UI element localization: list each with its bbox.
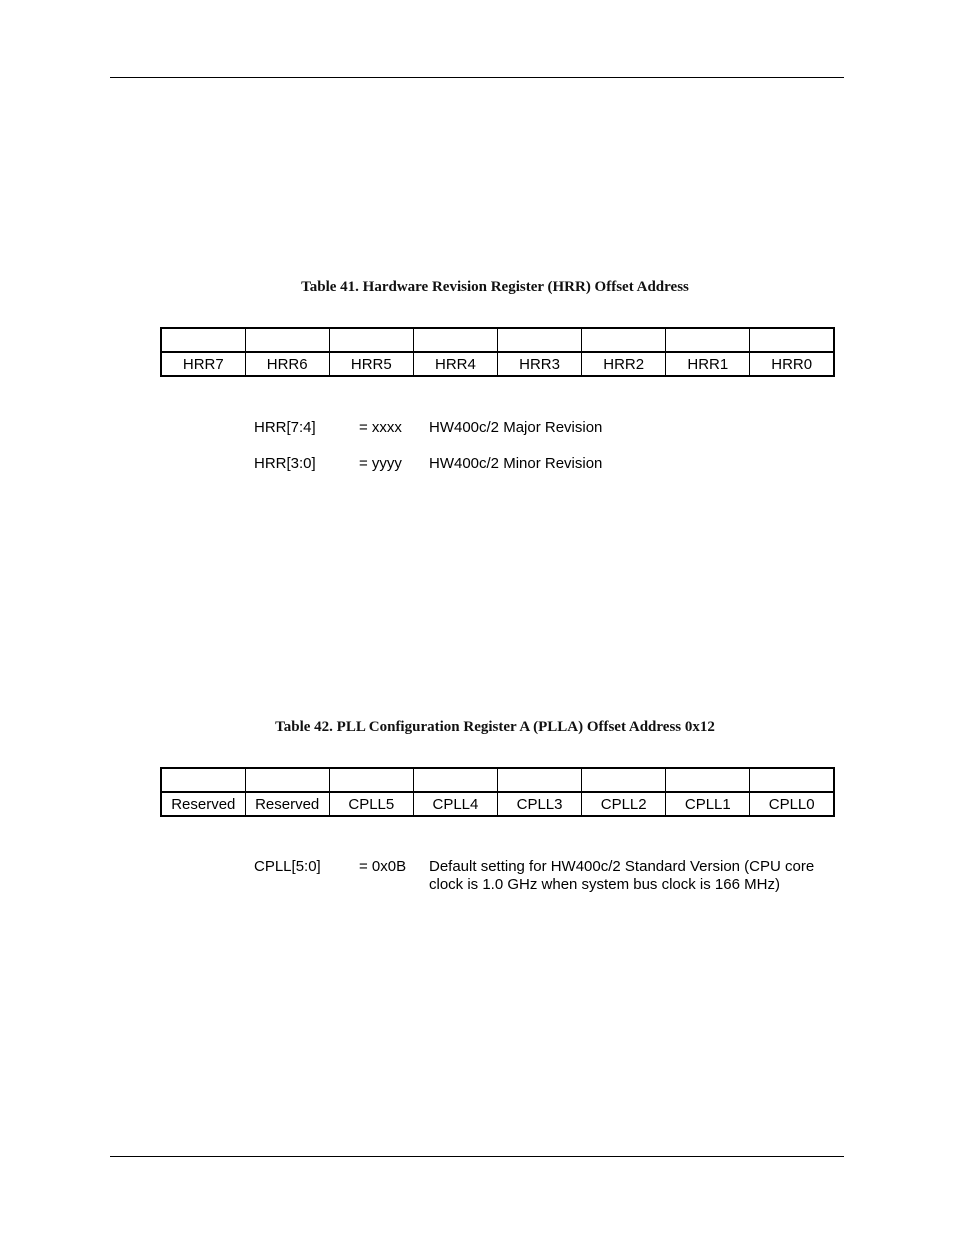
bit-cell: HRR2	[582, 352, 666, 376]
bit-cell: CPLL5	[329, 792, 413, 816]
table-row	[161, 352, 834, 376]
bit-header-cell	[245, 328, 329, 352]
field-value: = yyyy	[359, 455, 402, 472]
field-value: = 0x0B	[359, 858, 407, 875]
plla-register-table	[160, 767, 835, 817]
bit-cell: HRR1	[666, 352, 750, 376]
bit-cell: HRR7	[161, 352, 245, 376]
field-description: HW400c/2 Major Revision	[429, 419, 603, 436]
field-value: = xxxx	[359, 419, 402, 436]
field-name: HRR[7:4]	[254, 419, 316, 436]
bit-cell: HRR3	[498, 352, 582, 376]
bit-cell: Reserved	[245, 792, 329, 816]
bit-header-cell	[329, 768, 413, 792]
bit-header-cell	[582, 768, 666, 792]
bit-header-cell	[245, 768, 329, 792]
bit-header-cell	[750, 328, 834, 352]
bit-header-cell	[666, 768, 750, 792]
bit-header-cell	[329, 328, 413, 352]
bit-header-cell	[498, 768, 582, 792]
bit-cell: HRR6	[245, 352, 329, 376]
bit-cell: HRR4	[413, 352, 497, 376]
bit-cell: CPLL4	[413, 792, 497, 816]
table42-caption: Table 42. PLL Configuration Register A (PLLA) Offset Address 0x12	[275, 719, 715, 735]
bit-cell: CPLL0	[750, 792, 834, 816]
bit-cell: HRR5	[329, 352, 413, 376]
table-row	[161, 328, 834, 352]
hrr-register-table	[160, 327, 835, 377]
bit-header-cell	[498, 328, 582, 352]
bit-header-cell	[161, 768, 245, 792]
footer-rule	[110, 1156, 844, 1157]
field-name: CPLL[5:0]	[254, 858, 321, 875]
field-description: Default setting for HW400c/2 Standard Version (CPU core clock is 1.0 GHz when system bus clock is 166 MHz)	[429, 858, 815, 893]
bit-cell: CPLL1	[666, 792, 750, 816]
header-rule	[110, 77, 844, 78]
table-row	[161, 792, 834, 816]
table41-caption: Table 41. Hardware Revision Register (HRR) Offset Address	[301, 279, 689, 295]
field-description: HW400c/2 Minor Revision	[429, 455, 603, 472]
bit-header-cell	[750, 768, 834, 792]
bit-cell: CPLL2	[582, 792, 666, 816]
table-row	[161, 768, 834, 792]
field-name: HRR[3:0]	[254, 455, 316, 472]
bit-cell: Reserved	[161, 792, 245, 816]
bit-header-cell	[413, 768, 497, 792]
bit-header-cell	[666, 328, 750, 352]
bit-header-cell	[582, 328, 666, 352]
bit-header-cell	[161, 328, 245, 352]
bit-header-cell	[413, 328, 497, 352]
bit-cell: CPLL3	[498, 792, 582, 816]
bit-cell: HRR0	[750, 352, 834, 376]
